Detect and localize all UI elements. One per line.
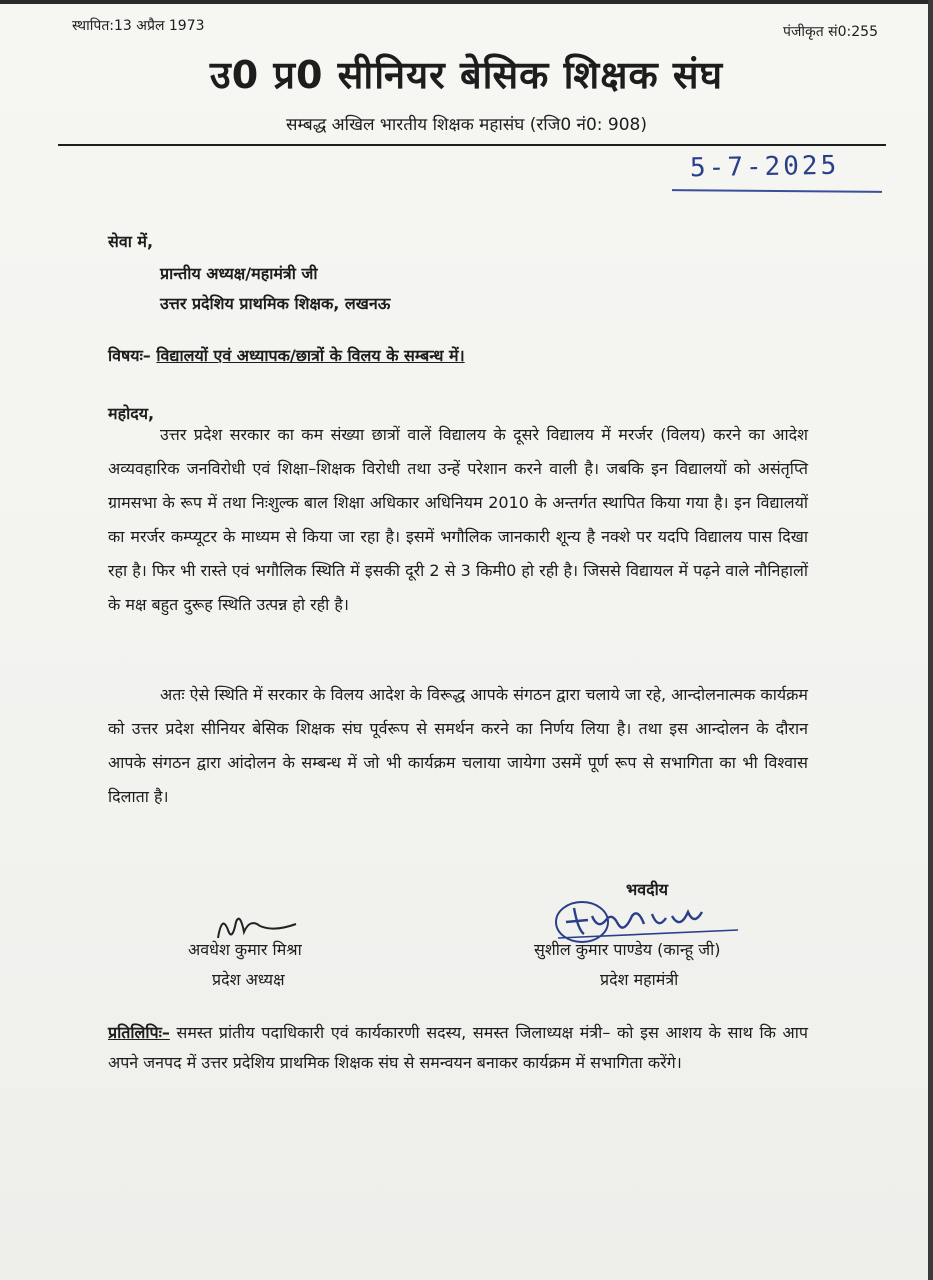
subject-text: विद्यालयों एवं अध्यापक/छात्रों के विलय के सम्बन्ध में। — [156, 346, 465, 365]
subject-label: विषयः– — [108, 346, 151, 365]
salutation: महोदय, — [108, 404, 155, 423]
president-name: अवधेश कुमार मिश्रा — [188, 940, 302, 959]
copy-to-section — [108, 1018, 808, 1078]
right-edge — [928, 0, 933, 1280]
general-secretary-name: सुशील कुमार पाण्डेय (कान्हू जी) — [534, 940, 721, 959]
body-paragraph-2 — [108, 678, 808, 814]
established-date: स्थापित:13 अप्रैल 1973 — [72, 18, 205, 34]
affiliation-line: सम्बद्ध अखिल भारतीय शिक्षक महासंघ (रजि0 नं0: 908) — [285, 115, 648, 135]
closing-yours: भवदीय — [626, 880, 669, 899]
subject-line — [108, 344, 465, 366]
letterhead-divider — [58, 144, 886, 146]
general-secretary-designation: प्रदेश महामंत्री — [600, 970, 679, 989]
copy-to-label: प्रतिलिपिः– — [108, 1023, 170, 1042]
body-paragraph-2-text: अतः ऐसे स्थिति में सरकार के विलय आदेश के विरूद्ध आपके संगठन द्वारा चलाये जा रहे, आन्दोलनात्मक कार्यक्रम को उत्तर प्रदेश सीनियर बेसिक शिक्षक संघ पूर्वरूप से समर्थन करने का निर्णय लिया है। तथा इस आन्दोलन के दौरान आपके संगठन द्वारा आंदोलन के सम्बन्ध में जो भी कार्यक्रम चलाया जायेगा उसमें पूर्ण रूप से सभागिता का भी विश्वास दिलाता है। — [108, 685, 808, 806]
letterhead-title: उ0 प्र0 सीनियर बेसिक शिक्षक संघ — [209, 53, 724, 97]
copy-to-text: समस्त प्रांतीय पदाधिकारी एवं कार्यकारणी सदस्य, समस्त जिलाध्यक्ष मंत्री– को इस आशय के साथ कि आप अपने जनपद में उत्तर प्रदेशिय प्राथमिक शिक्षक संघ से समन्वयन बनाकर कार्यक्रम में सभागिता करेंगे। — [108, 1023, 808, 1072]
recipient-line-1: प्रान्तीय अध्यक्ष/महामंत्री जी — [160, 264, 318, 283]
recipient-greeting: सेवा में, — [108, 232, 154, 251]
registration-number: पंजीकृत सं0:255 — [783, 24, 878, 40]
president-designation: प्रदेश अध्यक्ष — [212, 970, 285, 989]
body-paragraph-1 — [108, 418, 808, 622]
body-paragraph-1-text: उत्तर प्रदेश सरकार का कम संख्या छात्रों वालें विद्यालय के दूसरे विद्यालय में मरर्जर (विलय) करने का आदेश अव्यवहारिक जनविरोधी एवं शिक्षा–शिक्षक विरोधी तथा उन्हें परेशान करने वाली है। जबकि इन विद्यालयों को असंतृप्ति ग्रामसभा के रूप में तथा निःशुल्क बाल शिक्षा अधिकार अधिनियम 2010 के अन्तर्गत स्थापित किया गया है। इन विद्यालयों का मरर्जर कम्प्यूटर के माध्यम से किया जा रहा है। इसमें भगौलिक जानकारी शून्य है नक्शे पर यदपि विद्यालय पास दिखा रहा है। फिर भी रास्ते एवं भगौलिक स्थिति में इसकी दूरी 2 से 3 किमी0 हो रही है। जिससे विद्यायल में पढ़ने वाले नौनिहालों के मक्ष बहुत दुरूह स्थिति उत्पन्न हो रही है। — [108, 425, 808, 614]
date-underline — [672, 189, 882, 193]
handwritten-date: 5-7-2025 — [689, 150, 840, 184]
top-edge — [0, 0, 933, 4]
recipient-line-2: उत्तर प्रदेशिय प्राथमिक शिक्षक, लखनऊ — [160, 294, 391, 313]
